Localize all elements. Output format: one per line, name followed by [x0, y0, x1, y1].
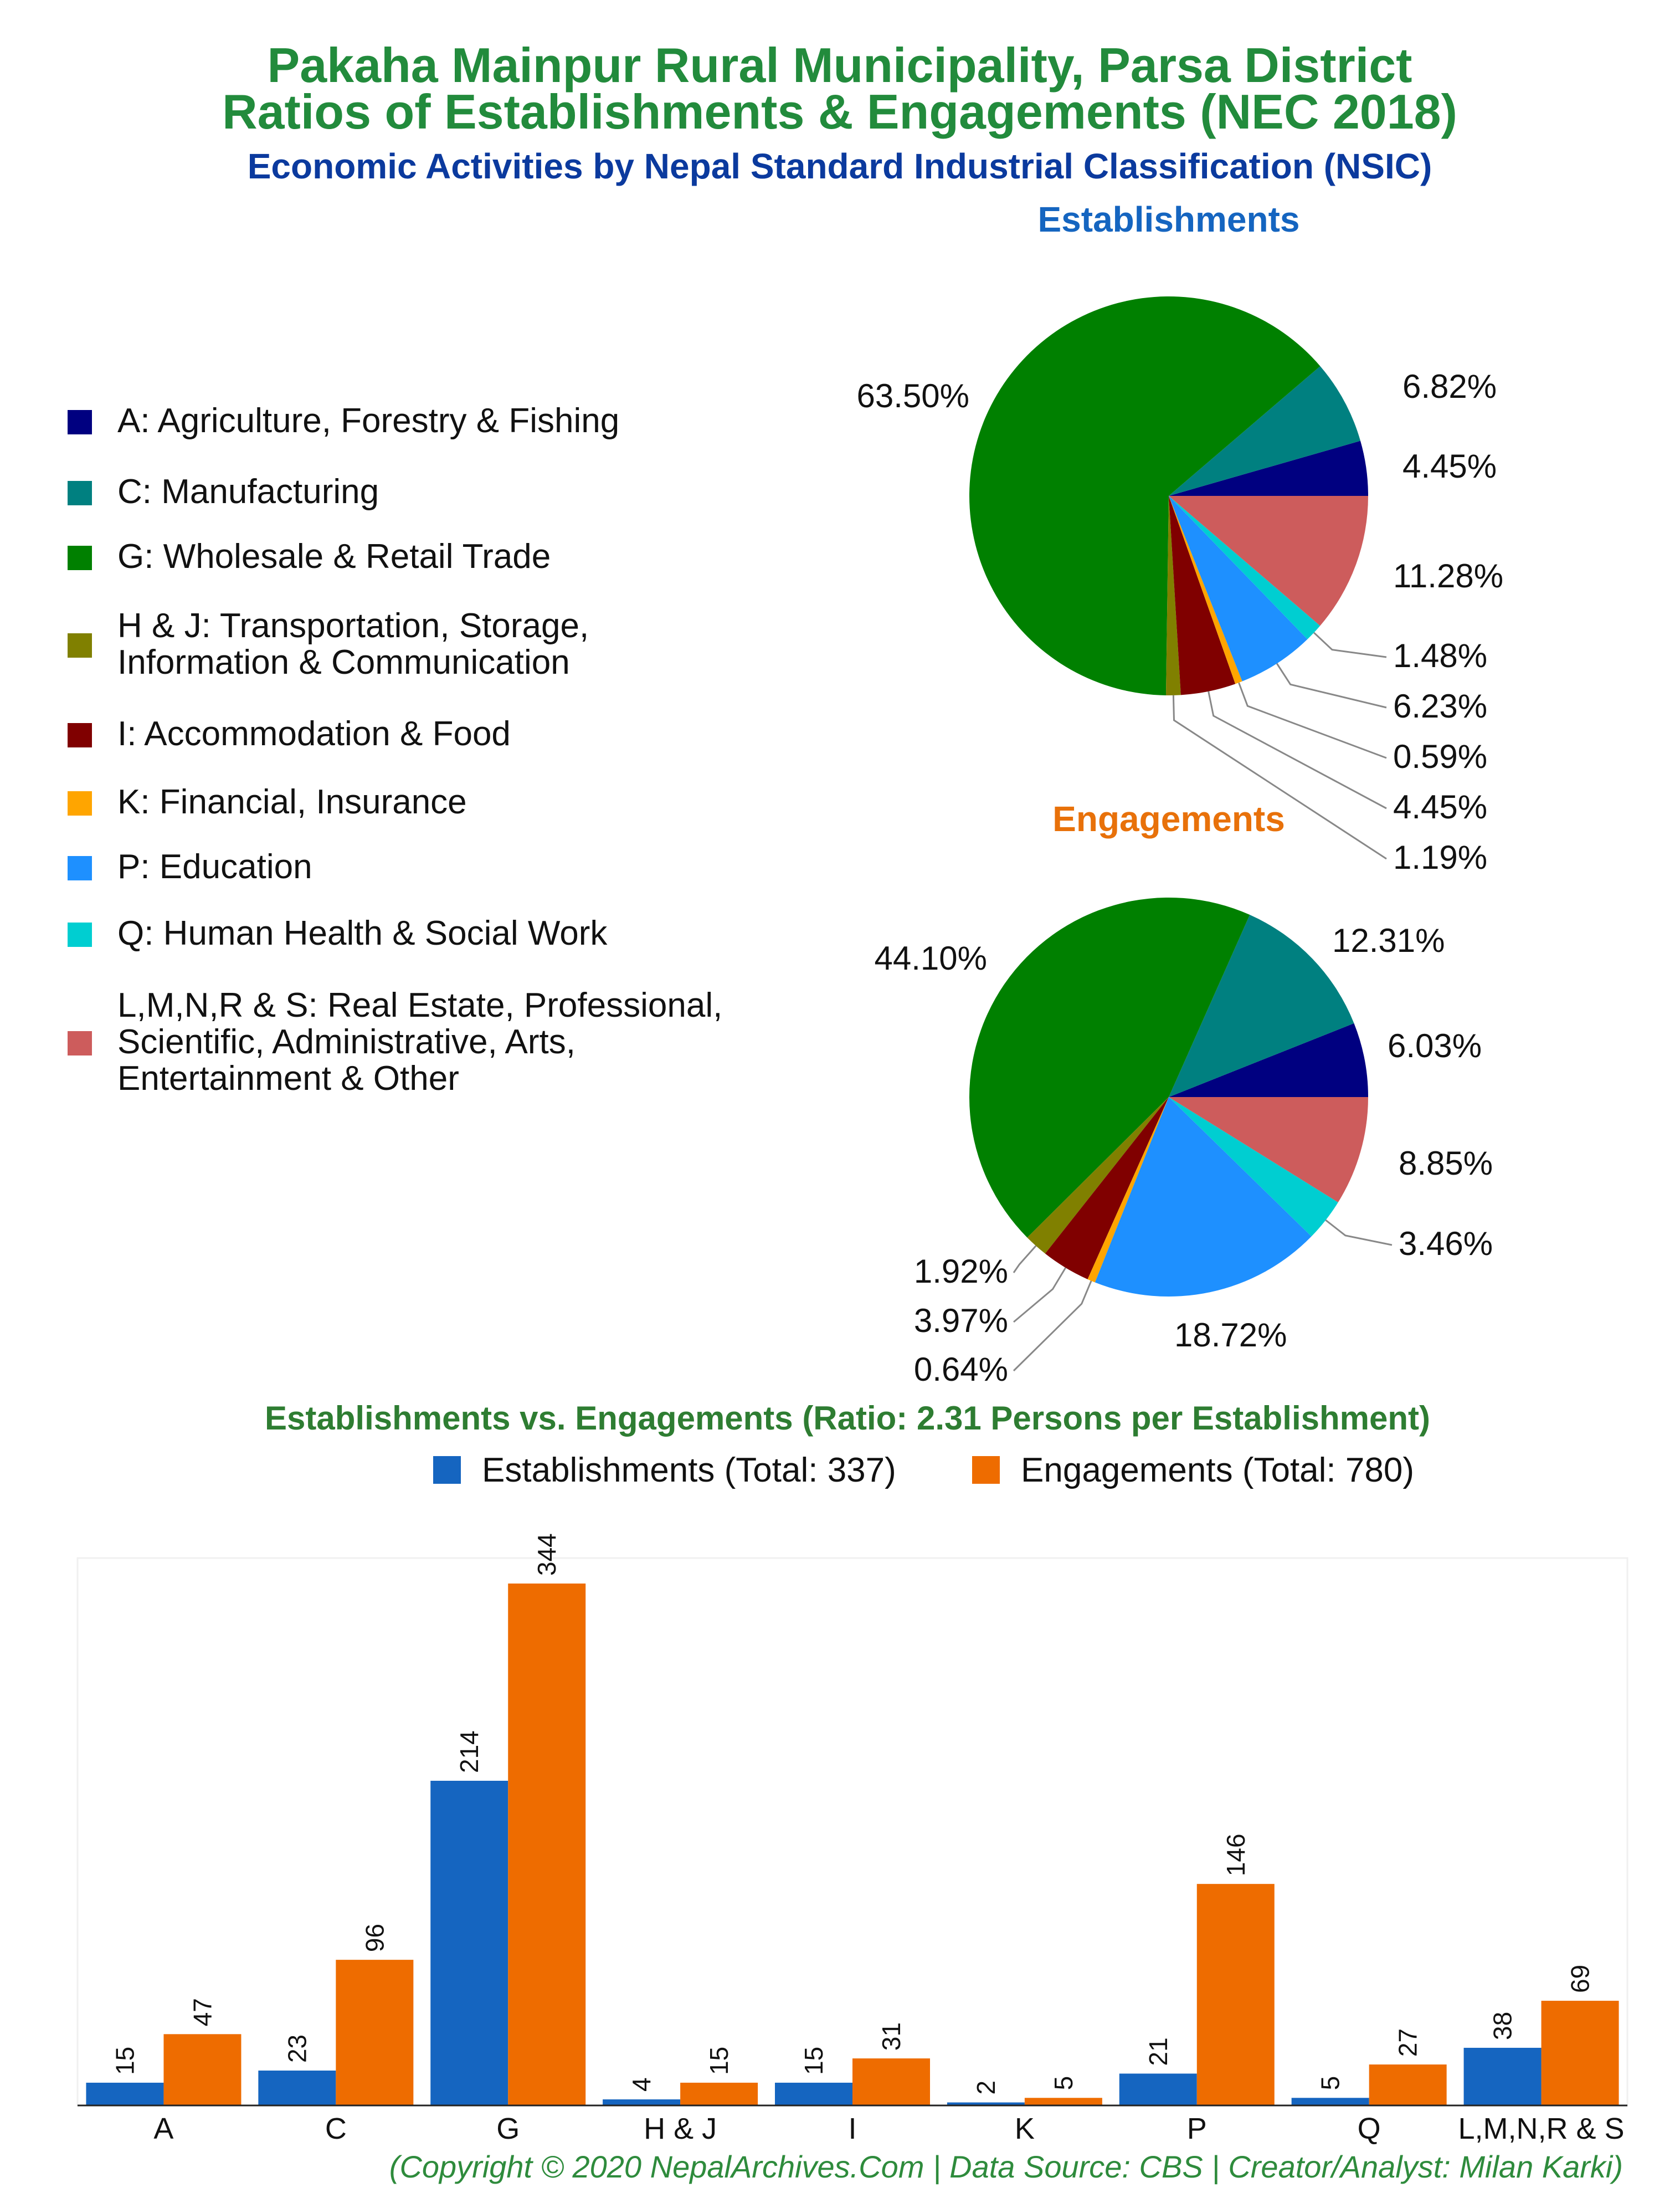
legend-label-2: G: Wholesale & Retail Trade: [117, 537, 551, 576]
engagements-pct-label-q: 3.46%: [1399, 1225, 1493, 1262]
legend-swatch-8: [68, 1031, 92, 1055]
establishments-pct-label-a: 4.45%: [1402, 448, 1497, 485]
legend-label-4: I: Accommodation & Food: [117, 715, 511, 753]
legend-label-8-line-0: L,M,N,R & S: Real Estate, Professional,: [117, 986, 723, 1024]
engagements-pct-label-l-m-n-r-s: 8.85%: [1399, 1145, 1493, 1182]
legend-label-1: C: Manufacturing: [117, 473, 379, 511]
subtitle: Economic Activities by Nepal Standard Industrial Classification (NSIC): [247, 146, 1432, 186]
legend-label-3-line-1: Information & Communication: [117, 643, 570, 682]
legend-label-5: K: Financial, Insurance: [117, 783, 467, 821]
bar-l-m-n-r-s-engagements: [1542, 2001, 1619, 2105]
x-tick-label-l-m-n-r-s: L,M,N,R & S: [1458, 2112, 1625, 2145]
establishments-pct-label-c: 6.82%: [1402, 368, 1497, 405]
bar-value-label-p-1: 146: [1221, 1833, 1250, 1877]
engagements-pct-label-k: 0.64%: [913, 1351, 1008, 1388]
bar-value-label-q-1: 27: [1393, 2028, 1422, 2057]
bar-legend-label-0: Establishments (Total: 337): [482, 1451, 896, 1489]
main-title-line-2: Ratios of Establishments & Engagements (NEC 2018): [222, 84, 1457, 139]
bar-value-label-h-j-1: 15: [705, 2046, 734, 2075]
bar-g-engagements: [508, 1584, 585, 2105]
engagements-leader-i: [1014, 1268, 1066, 1322]
establishments-vs-engagements-bar-chart: [78, 1400, 1627, 2145]
x-tick-label-a: A: [153, 2112, 174, 2145]
bar-h-j-establishments: [603, 2099, 680, 2105]
x-tick-label-h-j: H & J: [644, 2112, 717, 2145]
legend-label-3-line-0: H & J: Transportation, Storage,: [117, 607, 589, 645]
x-tick-label-g: G: [496, 2112, 520, 2145]
establishments-pct-label-p: 6.23%: [1393, 688, 1488, 725]
bar-value-label-a-1: 47: [188, 1998, 217, 2027]
bar-value-label-c-0: 23: [282, 2034, 312, 2063]
x-tick-label-q: Q: [1357, 2112, 1381, 2145]
bar-h-j-engagements: [680, 2083, 758, 2105]
engagements-pct-label-a: 6.03%: [1388, 1027, 1482, 1064]
legend-swatch-1: [68, 481, 92, 505]
engagements-pie-title: Engagements: [1052, 799, 1285, 839]
bar-k-engagements: [1025, 2098, 1102, 2105]
engagements-pct-label-i: 3.97%: [913, 1302, 1008, 1339]
engagements-leader-q: [1325, 1220, 1392, 1245]
bar-value-label-k-1: 5: [1049, 2076, 1078, 2090]
bar-p-establishments: [1119, 2073, 1197, 2105]
establishments-leader-i: [1209, 691, 1386, 808]
establishments-leader-p: [1277, 664, 1386, 708]
bar-i-engagements: [852, 2058, 930, 2105]
legend-label-6: P: Education: [117, 848, 312, 886]
x-tick-label-i: I: [848, 2112, 857, 2145]
bar-c-engagements: [336, 1960, 413, 2105]
bar-l-m-n-r-s-establishments: [1464, 2048, 1542, 2105]
x-tick-label-p: P: [1186, 2112, 1207, 2145]
establishments-pct-label-g: 63.50%: [856, 377, 969, 414]
legend-swatch-3: [68, 633, 92, 658]
engagements-pct-label-c: 12.31%: [1332, 922, 1445, 959]
bar-value-label-i-0: 15: [799, 2046, 828, 2075]
bar-legend-swatch-1: [972, 1456, 1000, 1484]
legend-swatch-0: [68, 410, 92, 434]
engagements-leader-h-j: [1014, 1246, 1036, 1273]
bar-legend-label-1: Engagements (Total: 780): [1021, 1451, 1414, 1489]
bar-q-establishments: [1292, 2098, 1369, 2105]
bar-q-engagements: [1369, 2064, 1447, 2105]
legend-swatch-2: [68, 546, 92, 570]
bar-value-label-l-m-n-r-s-1: 69: [1565, 1964, 1595, 1994]
bar-value-label-a-0: 15: [110, 2046, 140, 2075]
bar-g-establishments: [430, 1781, 508, 2105]
legend-label-8-line-2: Entertainment & Other: [117, 1059, 459, 1098]
engagements-pie-chart: [875, 799, 1493, 1388]
engagements-pct-label-p: 18.72%: [1174, 1316, 1287, 1354]
legend-swatch-5: [68, 791, 92, 816]
bar-plot-area: [78, 1558, 1627, 2105]
establishments-pie-title: Establishments: [1037, 199, 1300, 239]
establishments-pct-label-l-m-n-r-s: 11.28%: [1393, 557, 1504, 595]
engagements-leader-k: [1014, 1281, 1091, 1371]
engagements-pct-label-h-j: 1.92%: [913, 1253, 1008, 1290]
legend-label-0: A: Agriculture, Forestry & Fishing: [117, 402, 620, 440]
establishments-pie-chart: [857, 199, 1504, 876]
bar-value-label-g-1: 344: [532, 1533, 562, 1576]
establishments-pct-label-q: 1.48%: [1393, 637, 1488, 674]
bar-value-label-i-1: 31: [877, 2022, 906, 2051]
bar-value-label-h-j-0: 4: [627, 2077, 656, 2092]
legend-swatch-6: [68, 856, 92, 880]
engagements-pct-label-g: 44.10%: [874, 940, 987, 977]
establishments-pct-label-h-j: 1.19%: [1393, 839, 1488, 876]
establishments-pct-label-k: 0.59%: [1393, 738, 1488, 775]
establishments-leader-q: [1314, 633, 1386, 657]
bar-legend-swatch-0: [433, 1456, 461, 1484]
legend-label-8-line-1: Scientific, Administrative, Arts,: [117, 1023, 576, 1061]
main-title-line-1: Pakaha Mainpur Rural Municipality, Parsa District: [267, 38, 1412, 93]
bar-value-label-c-1: 96: [360, 1923, 389, 1953]
bar-value-label-q-0: 5: [1316, 2076, 1345, 2090]
bar-i-establishments: [775, 2083, 852, 2105]
footer-credits: (Copyright © 2020 NepalArchives.Com | Data Source: CBS | Creator/Analyst: Milan Karki): [389, 2149, 1623, 2184]
bar-value-label-p-0: 21: [1143, 2037, 1173, 2066]
bar-value-label-l-m-n-r-s-0: 38: [1488, 2011, 1517, 2040]
x-tick-label-k: K: [1014, 2112, 1035, 2145]
bar-value-label-k-0: 2: [971, 2080, 1000, 2095]
bar-chart-title: Establishments vs. Engagements (Ratio: 2.31 Persons per Establishment): [265, 1400, 1430, 1437]
establishments-pct-label-i: 4.45%: [1393, 788, 1488, 826]
establishments-leader-k: [1239, 683, 1387, 758]
legend-swatch-7: [68, 923, 92, 947]
legend-label-7: Q: Human Health & Social Work: [117, 914, 608, 952]
x-tick-label-c: C: [325, 2112, 347, 2145]
bar-a-establishments: [86, 2083, 163, 2105]
bar-value-label-g-0: 214: [455, 1730, 484, 1773]
bar-c-establishments: [258, 2071, 336, 2105]
bar-a-engagements: [163, 2034, 241, 2105]
legend-swatch-4: [68, 723, 92, 747]
category-legend: [68, 402, 722, 1098]
bar-p-engagements: [1197, 1884, 1275, 2105]
